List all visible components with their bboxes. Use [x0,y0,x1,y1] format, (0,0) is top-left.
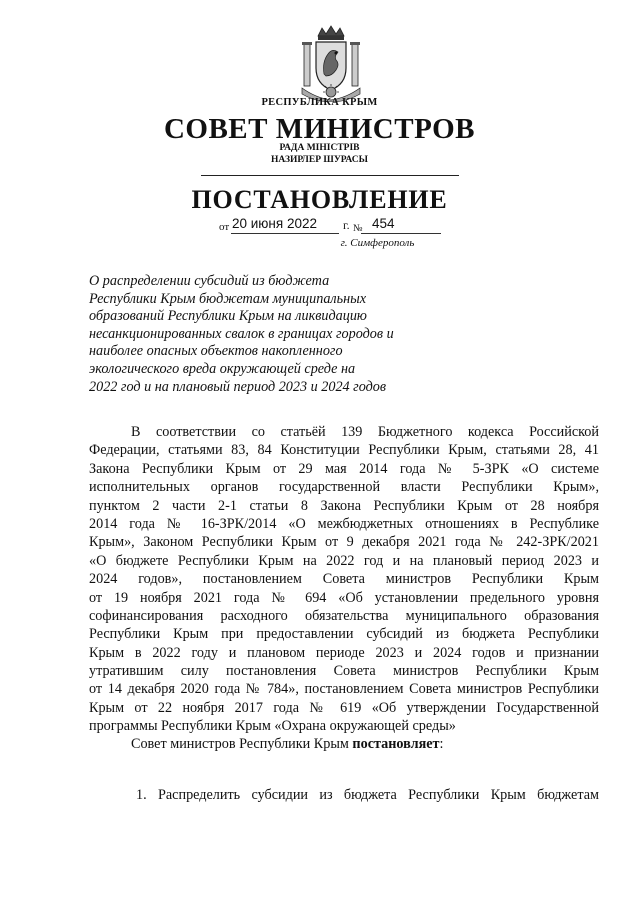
date-underline [231,233,339,234]
paragraph-line: Федерации, статьями 83, 84 Конституции Республики Крым, статьями 28, 41 [89,442,599,459]
city-name: г. Симферополь [340,237,415,249]
subject-line: Республики Крым бюджетам муниципальных [89,290,367,307]
preamble-paragraph [89,423,599,736]
decree-subject [89,273,429,396]
subject-line: наиболее опасных объектов накопленного [89,343,343,360]
date-prefix: от [219,221,230,233]
number-underline [361,233,441,234]
council-name-ukrainian: РАДА МІНІСТРІВ [279,143,360,153]
paragraph-line: программы Республики Крым «Охрана окружающей среды» [89,718,456,735]
paragraph-line: от 19 ноября 2021 года № 694 «Об установлении предельного уровня [89,589,599,606]
resolution-prefix: Совет министров Республики Крым [131,736,353,752]
year-mark: г. [343,218,350,232]
header-divider [201,175,459,176]
clause-item-1: 1. Распределить субсидии из бюджета Республики Крым бюджетам [136,787,599,803]
paragraph-line: В соответствии со статьёй 139 Бюджетного кодекса Российской [131,424,599,440]
resolution-clause [131,736,443,753]
paragraph-line: 2014 года № 16-ЗРК/2014 «О межбюджетных отношениях в Республике [89,515,599,532]
paragraph-line: 2024 годов», постановлением Совета министров Республики Крым [89,571,599,588]
decree-number: 454 [372,216,395,231]
decree-date: 20 июня 2022 [232,216,317,231]
coat-of-arms-icon [296,24,366,102]
paragraph-line: от 14 декабря 2020 года № 784», постановлением Совета министров Республики [89,681,599,698]
date-number-line [219,216,441,236]
subject-line: несанкционированных свалок в границах городов и [89,325,394,342]
paragraph-line: «О бюджете Республики Крым на 2022 год и на плановый период 2023 и [89,552,599,569]
paragraph-line: утратившим силу постановления Совета министров Республики Крым [89,663,599,680]
resolution-verb: постановляет [352,736,440,752]
paragraph-line: Крым в 2022 году и плановом периоде 2023 и 2024 годов и признании [89,644,599,661]
subject-line: 2022 год и на плановый период 2023 и 2024 годов [89,378,387,395]
paragraph-line: Крым», Законом Республики Крым от 9 декабря 2021 года № 242-ЗРК/2021 [89,534,599,551]
republic-name: РЕСПУБЛИКА КРЫМ [261,97,378,108]
paragraph-line: Закона Республики Крым от 29 мая 2014 года № 5-ЗРК «О системе [89,460,599,477]
paragraph-line: пунктом 2 части 2-1 статьи 8 Закона Республики Крым от 28 ноября [89,497,599,514]
subject-line: образований Республики Крым на ликвидацию [89,308,367,325]
number-mark: № [353,223,363,234]
paragraph-line: Республики Крым при предоставлении субсидий из бюджета Республики [89,626,599,643]
paragraph-line: исполнительных органов государственной власти Республики Крым», [89,479,599,496]
document-type-title: ПОСТАНОВЛЕНИЕ [191,185,448,214]
council-name-crimean-tatar: НАЗИРЛЕР ШУРАСЫ [271,155,368,165]
subject-line: О распределении субсидий из бюджета [89,273,330,289]
paragraph-line: софинансирования расходного обязательства муниципального образования [89,607,599,624]
council-name: СОВЕТ МИНИСТРОВ [163,113,476,145]
paragraph-line: Крым от 22 ноября 2017 года № 619 «Об утверждении Государственной [89,699,599,716]
subject-line: экологического вреда окружающей среде на [89,360,356,377]
resolution-suffix: : [439,736,444,752]
